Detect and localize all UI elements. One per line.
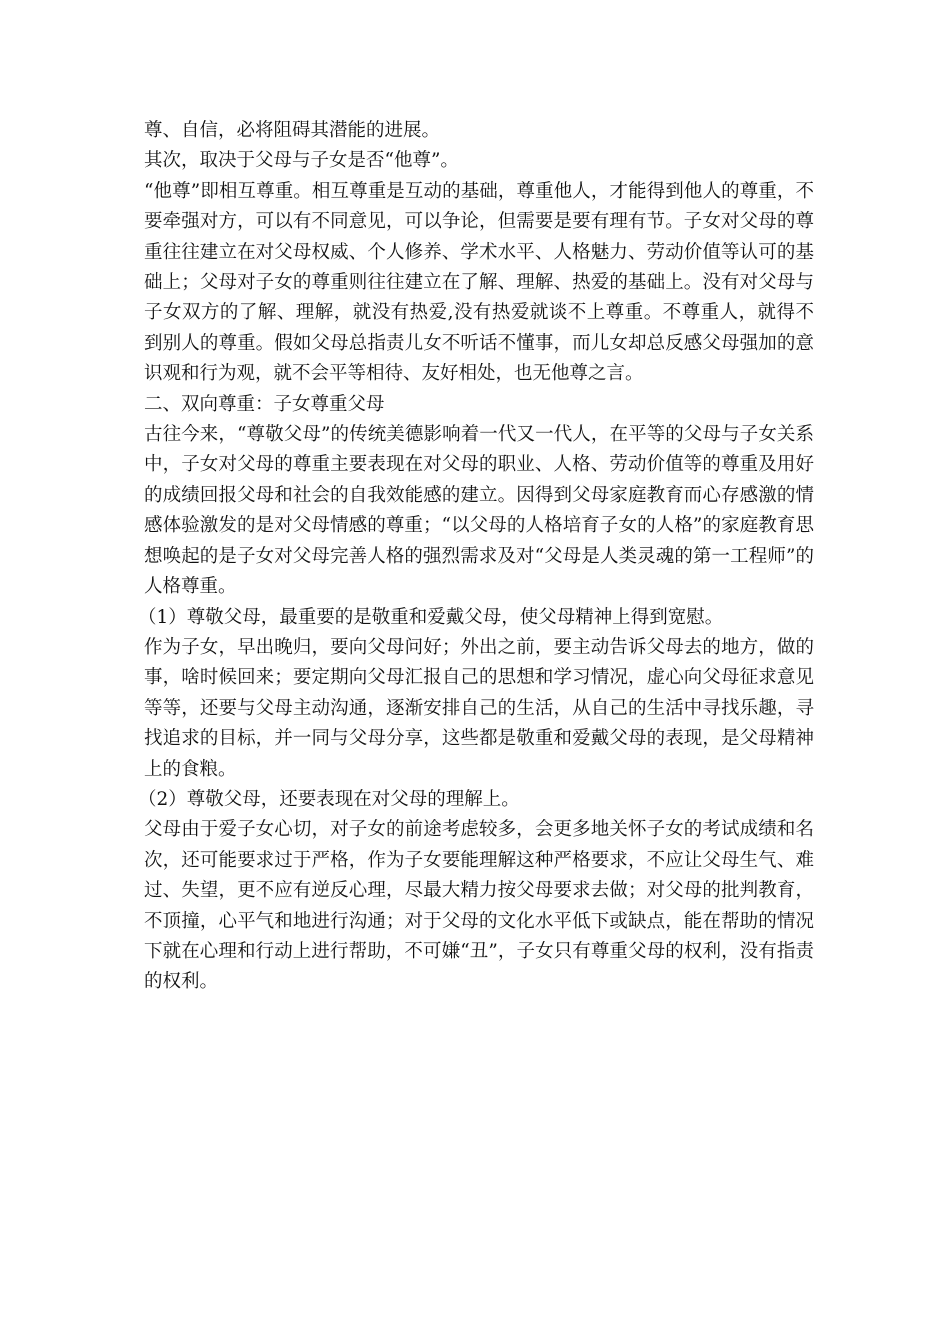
subheading-point-1: （1）尊敬父母，最重要的是敬重和爱戴父母，使父母精神上得到宽慰。: [138, 606, 724, 628]
paragraph-continuation: 尊、自信，必将阻碍其潜能的进展。: [144, 120, 441, 141]
paragraph-mutual-respect: “他尊”即相互尊重。相互尊重是互动的基础，尊重他人，才能得到他人的尊重，不要牵强对方，可以有不同意见，可以争论，但需要是要有理有节。子女对父母的尊重往往建立在对父母权威、个人修养、学术水平、人格魅力、劳动价值等认可的基础上；父母对子女的尊重则往往建立在了解、理解、热爱的基础上。没有对父母与子女双方的了解、理解，就没有热爱,没有热爱就谈不上尊重。不尊重人，就得不到别人的尊重。假如父母总指责儿女不听话不懂事，而儿女却总反感父母强加的意识观和行为观，就不会平等相待、友好相处，也无他尊之言。: [144, 180, 814, 385]
subheading-point-2: （2）尊敬父母，还要表现在对父母的理解上。: [138, 788, 520, 810]
paragraph-point-2-detail: 父母由于爱子女心切，对子女的前途考虑较多，会更多地关怀子女的考试成绩和名次，还可能要求过于严格，作为子女要能理解这种严格要求，不应让父母生气、难过、失望，更不应有逆反心理，尽最大精力按父母要求去做；对父母的批判教育，不顶撞，心平气和地进行沟通；对于父母的文化水平低下或缺点，能在帮助的情况下就在心理和行动上进行帮助，不可嫌“丑”，子女只有尊重父母的权利，没有指责的权利。: [144, 819, 814, 993]
paragraph-point-1-detail: 作为子女，早出晚归，要向父母问好；外出之前，要主动告诉父母去的地方，做的事，啥时候回来；要定期向父母汇报自己的思想和学习情况，虚心向父母征求意见等等，还要与父母主动沟通，逐渐安排自己的生活，从自己的生活中寻找乐趣，寻找追求的目标，并一同与父母分享，这些都是敬重和爱戴父母的表现，是父母精神上的食粮。: [144, 636, 814, 780]
section-heading-two: 二、双向尊重：子女尊重父母: [144, 393, 385, 415]
paragraph-second-point: 其次，取决于父母与子女是否“他尊”。: [144, 150, 459, 172]
document-body: [138, 116, 814, 998]
paragraph-tradition: 古往今来，“尊敬父母”的传统美德影响着一代又一代人，在平等的父母与子女关系中，子女对父母的尊重主要表现在对父母的职业、人格、劳动价值等的尊重及用好的成绩回报父母和社会的自我效能感的建立。因得到父母家庭教育而心存感激的情感体验激发的是对父母情感的尊重；“以父母的人格培育子女的人格”的家庭教育思想唤起的是子女对父母完善人格的强烈需求及对“父母是人类灵魂的第一工程师”的人格尊重。: [144, 424, 814, 598]
